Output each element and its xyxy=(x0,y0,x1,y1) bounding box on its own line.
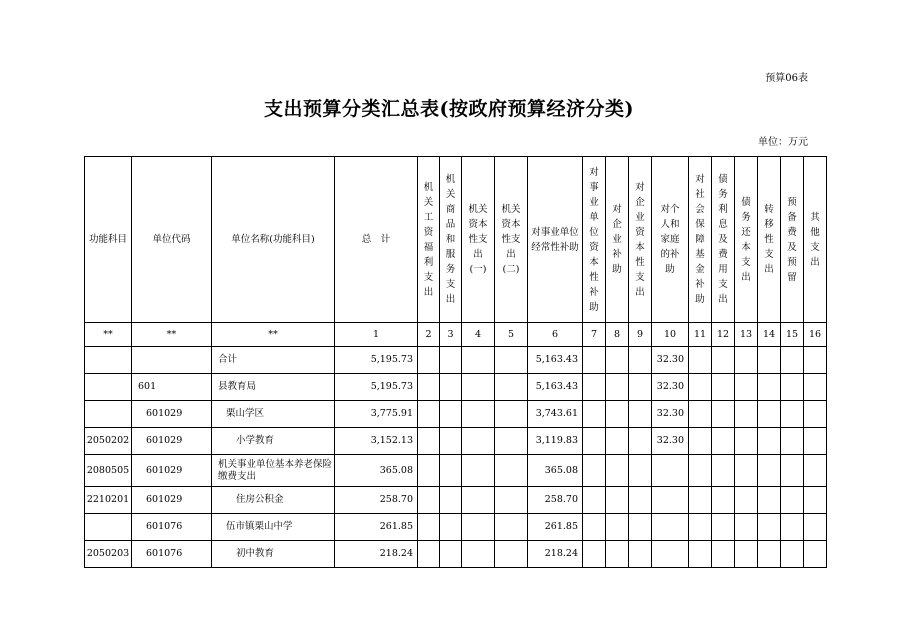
form-number: 预算06表 xyxy=(765,73,808,84)
cell-empty xyxy=(735,428,758,455)
table-row xyxy=(85,401,827,428)
cell-empty xyxy=(418,374,440,401)
header-c6 xyxy=(528,157,583,323)
cell-name: 栗山学区 xyxy=(212,401,335,428)
cell-empty xyxy=(781,401,804,428)
cell-empty xyxy=(712,347,735,374)
cell-total: 258.70 xyxy=(335,487,418,514)
cell-empty xyxy=(440,514,462,541)
header-c14 xyxy=(758,157,781,323)
cell-empty xyxy=(440,541,462,568)
header-c16 xyxy=(804,157,827,323)
cell-c6: 3,119.83 xyxy=(528,428,583,455)
cell-empty xyxy=(440,347,462,374)
numbering-cell: 5 xyxy=(495,323,528,347)
cell-c10 xyxy=(652,514,689,541)
numbering-cell: ** xyxy=(132,323,212,347)
cell-empty xyxy=(758,347,781,374)
header-c3 xyxy=(440,157,462,323)
numbering-cell: 12 xyxy=(712,323,735,347)
cell-empty xyxy=(462,428,495,455)
header-func-label: 功能科目 xyxy=(88,233,127,245)
header-c9-label: 对企业资本性支出 xyxy=(635,181,645,298)
numbering-cell: 4 xyxy=(462,323,495,347)
cell-code: 601029 xyxy=(132,455,212,487)
cell-empty xyxy=(629,487,652,514)
numbering-cell: 7 xyxy=(583,323,606,347)
header-c12 xyxy=(712,157,735,323)
cell-empty xyxy=(606,374,629,401)
cell-name: 初中教育 xyxy=(212,541,335,568)
numbering-cell: 6 xyxy=(528,323,583,347)
cell-func xyxy=(85,374,132,401)
header-total-label: 总 计 xyxy=(361,233,391,245)
cell-empty xyxy=(735,514,758,541)
cell-c10: 32.30 xyxy=(652,428,689,455)
cell-empty xyxy=(712,541,735,568)
cell-empty xyxy=(712,487,735,514)
cell-total: 3,152.13 xyxy=(335,428,418,455)
header-row xyxy=(85,157,827,323)
cell-empty xyxy=(629,514,652,541)
cell-code: 601029 xyxy=(132,487,212,514)
numbering-cell: 8 xyxy=(606,323,629,347)
cell-empty xyxy=(462,401,495,428)
cell-empty xyxy=(758,401,781,428)
header-func xyxy=(85,157,132,323)
numbering-cell: 2 xyxy=(418,323,440,347)
cell-name: 机关事业单位基本养老保险缴费支出 xyxy=(212,455,335,487)
cell-empty xyxy=(606,455,629,487)
cell-c6: 261.85 xyxy=(528,514,583,541)
cell-empty xyxy=(735,401,758,428)
cell-empty xyxy=(629,455,652,487)
cell-empty xyxy=(418,428,440,455)
table-row xyxy=(85,374,827,401)
cell-func xyxy=(85,347,132,374)
cell-empty xyxy=(440,401,462,428)
cell-c10 xyxy=(652,455,689,487)
table-row xyxy=(85,487,827,514)
page-title: 支出预算分类汇总表(按政府预算经济分类) xyxy=(264,98,634,120)
header-c13 xyxy=(735,157,758,323)
cell-empty xyxy=(735,541,758,568)
cell-empty xyxy=(606,428,629,455)
numbering-cell: 1 xyxy=(335,323,418,347)
cell-name: 伍市镇栗山中学 xyxy=(212,514,335,541)
header-c6-label: 对事业单位经常性补助 xyxy=(531,226,579,253)
cell-empty xyxy=(606,514,629,541)
cell-c10: 32.30 xyxy=(652,374,689,401)
cell-empty xyxy=(781,514,804,541)
header-c5-label: 机关资本性支出(二) xyxy=(501,204,521,275)
cell-empty xyxy=(629,347,652,374)
cell-empty xyxy=(606,487,629,514)
numbering-cell: 10 xyxy=(652,323,689,347)
cell-empty xyxy=(418,347,440,374)
cell-code xyxy=(132,347,212,374)
cell-empty xyxy=(804,514,827,541)
cell-empty xyxy=(583,487,606,514)
header-c11 xyxy=(689,157,712,323)
cell-empty xyxy=(440,455,462,487)
header-c4 xyxy=(462,157,495,323)
table-row xyxy=(85,428,827,455)
cell-empty xyxy=(689,401,712,428)
cell-empty xyxy=(462,541,495,568)
header-c13-label: 债务还本支出 xyxy=(741,196,751,283)
cell-func: 2210201 xyxy=(85,487,132,514)
cell-empty xyxy=(629,541,652,568)
cell-empty xyxy=(583,374,606,401)
cell-total: 5,195.73 xyxy=(335,347,418,374)
cell-empty xyxy=(462,347,495,374)
cell-empty xyxy=(583,347,606,374)
cell-empty xyxy=(629,374,652,401)
table-row xyxy=(85,455,827,487)
cell-empty xyxy=(583,514,606,541)
cell-code: 601 xyxy=(132,374,212,401)
cell-empty xyxy=(495,487,528,514)
header-c9 xyxy=(629,157,652,323)
header-c10-label: 对个人和家庭的补助 xyxy=(660,204,680,275)
cell-empty xyxy=(583,428,606,455)
cell-empty xyxy=(758,428,781,455)
header-c8 xyxy=(606,157,629,323)
cell-empty xyxy=(804,428,827,455)
cell-c6: 258.70 xyxy=(528,487,583,514)
cell-empty xyxy=(440,487,462,514)
header-c4-label: 机关资本性支出(一) xyxy=(468,204,488,275)
cell-empty xyxy=(804,487,827,514)
cell-empty xyxy=(781,487,804,514)
cell-empty xyxy=(495,541,528,568)
cell-empty xyxy=(758,374,781,401)
header-unit-name-label: 单位名称(功能科目) xyxy=(231,233,315,245)
cell-total: 261.85 xyxy=(335,514,418,541)
cell-empty xyxy=(462,455,495,487)
cell-func xyxy=(85,401,132,428)
cell-code: 601029 xyxy=(132,401,212,428)
cell-empty xyxy=(462,374,495,401)
cell-empty xyxy=(689,455,712,487)
header-c16-label: 其他支出 xyxy=(810,211,820,268)
cell-name: 小学教育 xyxy=(212,428,335,455)
cell-c6: 365.08 xyxy=(528,455,583,487)
cell-empty xyxy=(462,487,495,514)
cell-empty xyxy=(758,487,781,514)
cell-empty xyxy=(440,428,462,455)
cell-empty xyxy=(804,374,827,401)
header-c15 xyxy=(781,157,804,323)
header-unit-code xyxy=(132,157,212,323)
cell-name: 住房公积金 xyxy=(212,487,335,514)
cell-c10 xyxy=(652,487,689,514)
cell-empty xyxy=(495,455,528,487)
numbering-cell: 11 xyxy=(689,323,712,347)
header-c3-label: 机关商品和服务支出 xyxy=(445,174,456,305)
cell-empty xyxy=(418,455,440,487)
cell-empty xyxy=(804,455,827,487)
cell-func: 2080505 xyxy=(85,455,132,487)
cell-empty xyxy=(606,347,629,374)
numbering-cell: 13 xyxy=(735,323,758,347)
cell-empty xyxy=(418,401,440,428)
cell-func: 2050203 xyxy=(85,541,132,568)
numbering-row xyxy=(85,323,827,347)
cell-c6: 3,743.61 xyxy=(528,401,583,428)
cell-c10 xyxy=(652,541,689,568)
header-c12-label: 债务利息及费用支出 xyxy=(718,174,728,305)
numbering-cell: 3 xyxy=(440,323,462,347)
cell-empty xyxy=(712,514,735,541)
cell-empty xyxy=(781,455,804,487)
cell-total: 218.24 xyxy=(335,541,418,568)
table-row xyxy=(85,541,827,568)
budget-table xyxy=(84,156,827,568)
cell-empty xyxy=(781,428,804,455)
numbering-cell: ** xyxy=(85,323,132,347)
cell-empty xyxy=(712,401,735,428)
cell-empty xyxy=(606,541,629,568)
cell-name: 合计 xyxy=(212,347,335,374)
numbering-cell: ** xyxy=(212,323,335,347)
cell-name: 县教育局 xyxy=(212,374,335,401)
cell-total: 5,195.73 xyxy=(335,374,418,401)
cell-c6: 5,163.43 xyxy=(528,374,583,401)
cell-empty xyxy=(804,347,827,374)
cell-empty xyxy=(689,428,712,455)
cell-empty xyxy=(712,428,735,455)
header-unit-code-label: 单位代码 xyxy=(152,233,191,245)
header-c15-label: 预备费及预留 xyxy=(787,196,797,283)
numbering-cell: 15 xyxy=(781,323,804,347)
cell-code: 601076 xyxy=(132,514,212,541)
cell-empty xyxy=(689,374,712,401)
cell-empty xyxy=(758,455,781,487)
cell-empty xyxy=(418,514,440,541)
cell-empty xyxy=(418,487,440,514)
header-c7-label: 对事业单位资本性补助 xyxy=(589,166,599,313)
cell-c6: 5,163.43 xyxy=(528,347,583,374)
numbering-cell: 9 xyxy=(629,323,652,347)
cell-empty xyxy=(495,374,528,401)
cell-empty xyxy=(758,514,781,541)
cell-total: 365.08 xyxy=(335,455,418,487)
cell-empty xyxy=(462,514,495,541)
cell-empty xyxy=(583,401,606,428)
cell-empty xyxy=(712,374,735,401)
cell-empty xyxy=(689,347,712,374)
cell-empty xyxy=(689,514,712,541)
cell-c10: 32.30 xyxy=(652,347,689,374)
cell-empty xyxy=(781,541,804,568)
cell-func xyxy=(85,514,132,541)
cell-empty xyxy=(629,401,652,428)
cell-empty xyxy=(689,541,712,568)
cell-empty xyxy=(583,455,606,487)
cell-empty xyxy=(495,347,528,374)
header-c2 xyxy=(418,157,440,323)
header-c2-label: 机关工资福利支出 xyxy=(423,181,434,298)
cell-empty xyxy=(758,541,781,568)
cell-empty xyxy=(583,541,606,568)
unit-label: 单位：万元 xyxy=(758,137,808,148)
cell-empty xyxy=(804,541,827,568)
cell-c10: 32.30 xyxy=(652,401,689,428)
cell-func: 2050202 xyxy=(85,428,132,455)
table-row xyxy=(85,347,827,374)
header-total xyxy=(335,157,418,323)
cell-empty xyxy=(689,487,712,514)
header-c11-label: 对社会保障基金补助 xyxy=(695,174,705,305)
cell-empty xyxy=(735,374,758,401)
cell-empty xyxy=(495,514,528,541)
header-c8-label: 对企业补助 xyxy=(612,204,622,275)
numbering-cell: 16 xyxy=(804,323,827,347)
numbering-cell: 14 xyxy=(758,323,781,347)
cell-code: 601029 xyxy=(132,428,212,455)
header-c5 xyxy=(495,157,528,323)
cell-empty xyxy=(735,487,758,514)
cell-code: 601076 xyxy=(132,541,212,568)
cell-c6: 218.24 xyxy=(528,541,583,568)
cell-empty xyxy=(606,401,629,428)
cell-empty xyxy=(418,541,440,568)
cell-empty xyxy=(804,401,827,428)
cell-empty xyxy=(781,347,804,374)
cell-empty xyxy=(495,401,528,428)
header-c10 xyxy=(652,157,689,323)
cell-empty xyxy=(629,428,652,455)
header-unit-name xyxy=(212,157,335,323)
table-row xyxy=(85,514,827,541)
header-c7 xyxy=(583,157,606,323)
cell-empty xyxy=(781,374,804,401)
cell-empty xyxy=(712,455,735,487)
cell-empty xyxy=(440,374,462,401)
cell-total: 3,775.91 xyxy=(335,401,418,428)
cell-empty xyxy=(495,428,528,455)
cell-empty xyxy=(735,347,758,374)
header-c14-label: 转移性支出 xyxy=(764,204,774,275)
cell-empty xyxy=(735,455,758,487)
